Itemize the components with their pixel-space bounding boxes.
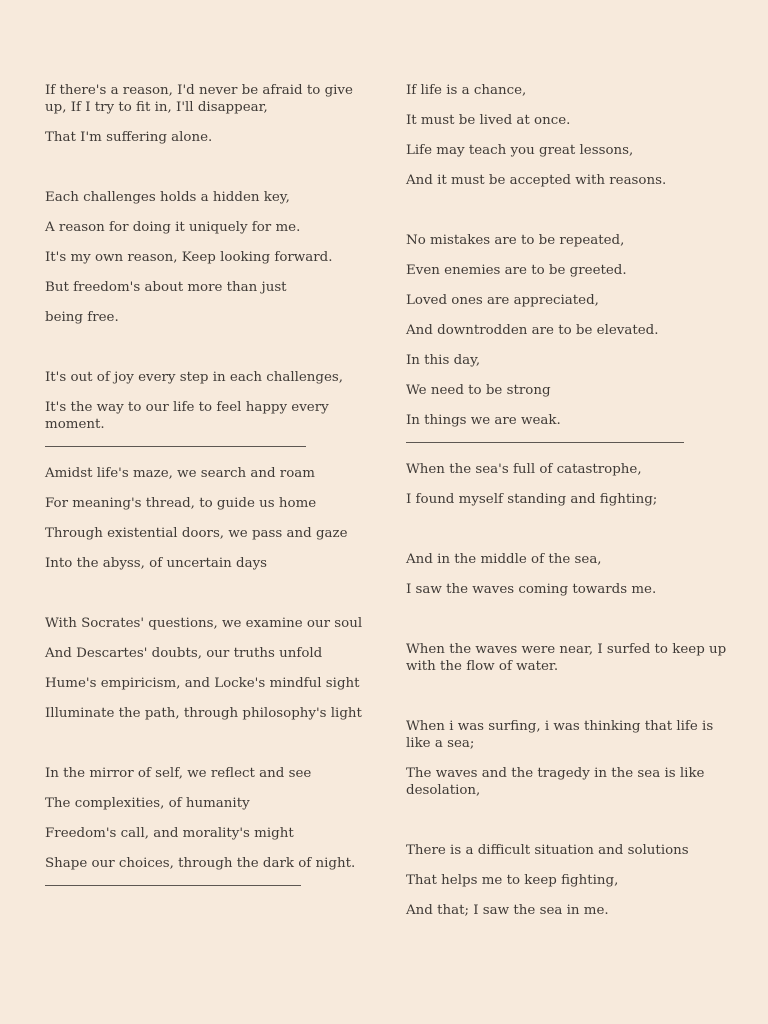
poem-line: Even enemies are to be greeted. [406,263,627,278]
poem-line: When the sea's full of catastrophe, [406,462,642,477]
stanza-gap [45,339,367,369]
poem-line: The complexities, of humanity [45,796,250,811]
poem-line: It must be lived at once. [406,113,571,128]
poem-line: I found myself standing and fighting; [406,492,658,507]
poem-line: Shape our choices, through the dark of night. [45,856,356,871]
poem-line: And in the middle of the sea, [406,552,602,567]
stanza-gap [406,611,736,641]
poem-line: And it must be accepted with reasons. [406,173,667,188]
poem-line: And downtrodden are to be elevated. [406,323,659,338]
poem-line: And Descartes' doubts, our truths unfold [45,646,323,661]
right-stanza-5 [406,641,736,675]
right-poem-column [406,82,736,932]
poem-line: The waves and the tragedy in the sea is like desolation, [406,766,705,798]
stanza-gap [406,812,736,842]
poem-line: Life may teach you great lessons, [406,143,634,158]
poem-line: Into the abyss, of uncertain days [45,556,268,571]
poem-line: It's my own reason, Keep looking forward. [45,250,333,265]
poem-line: We need to be strong [406,383,551,398]
section-divider [45,446,306,447]
poem-line: For meaning's thread, to guide us home [45,496,317,511]
poem-line: Illuminate the path, through philosophy's light [45,706,362,721]
poem-line: But freedom's about more than just [45,280,287,295]
left-stanza-1 [45,82,367,146]
left-stanza-3 [45,369,367,433]
left-stanza-5 [45,615,367,722]
poem-line: It's the way to our life to feel happy every moment. [45,400,329,432]
poem-line: If life is a chance, [406,83,527,98]
right-stanza-1 [406,82,736,189]
poem-line: And that; I saw the sea in me. [406,903,609,918]
poem-line: In this day, [406,353,481,368]
poem-line: When the waves were near, I surfed to keep up with the flow of water. [406,642,727,674]
poem-line: In things we are weak. [406,413,561,428]
poem-line: There is a difficult situation and solutions [406,843,689,858]
poem-line: That helps me to keep fighting, [406,873,619,888]
right-stanza-2 [406,232,736,429]
poem-line: Loved ones are appreciated, [406,293,599,308]
right-stanza-4 [406,551,736,598]
stanza-gap [45,735,367,765]
left-stanza-6 [45,765,367,872]
poem-line: With Socrates' questions, we examine our soul [45,616,363,631]
stanza-gap [45,159,367,189]
poem-line: I saw the waves coming towards me. [406,582,657,597]
right-stanza-7 [406,842,736,919]
stanza-gap [406,688,736,718]
poem-line: That I'm suffering alone. [45,130,213,145]
left-stanza-2 [45,189,367,326]
stanza-gap [406,202,736,232]
stanza-gap [406,521,736,551]
right-stanza-6 [406,718,736,799]
section-divider [45,885,301,886]
poem-line: Amidst life's maze, we search and roam [45,466,315,481]
poem-line: Each challenges holds a hidden key, [45,190,290,205]
poem-line: Hume's empiricism, and Locke's mindful sight [45,676,360,691]
section-divider [406,442,684,443]
poem-line: If there's a reason, I'd never be afraid to give up, If I try to fit in, I'll disappear, [45,83,353,115]
stanza-gap [45,585,367,615]
left-stanza-4 [45,465,367,572]
poem-line: It's out of joy every step in each challenges, [45,370,344,385]
poem-line: No mistakes are to be repeated, [406,233,625,248]
right-stanza-3 [406,461,736,508]
poem-line: A reason for doing it uniquely for me. [45,220,301,235]
poem-line: Through existential doors, we pass and gaze [45,526,348,541]
poem-line: Freedom's call, and morality's might [45,826,294,841]
poem-line: In the mirror of self, we reflect and see [45,766,312,781]
poem-line: When i was surfing, i was thinking that life is like a sea; [406,719,714,751]
poem-line: being free. [45,310,119,325]
left-poem-column [45,82,367,904]
